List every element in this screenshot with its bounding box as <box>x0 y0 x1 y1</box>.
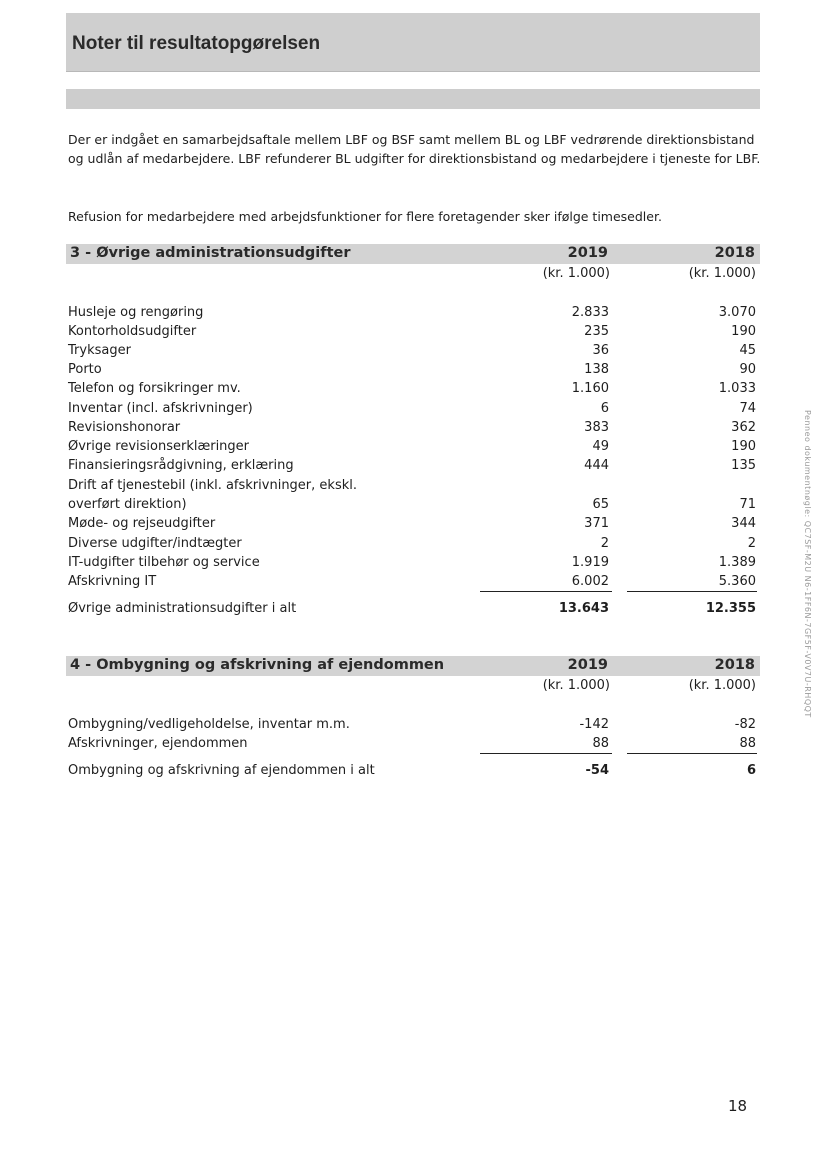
row-value-2018: 190 <box>731 324 756 339</box>
subtotal-line-2018 <box>627 591 757 592</box>
table-row <box>68 536 758 555</box>
row-label: Tryksager <box>68 343 131 358</box>
row-label: Telefon og forsikringer mv. <box>68 381 241 396</box>
row-label: Ombygning/vedligeholdelse, inventar m.m. <box>68 717 350 732</box>
row-value-2019: 1.919 <box>571 555 609 570</box>
row-label: Husleje og rengøring <box>68 305 204 320</box>
total-label: Ombygning og afskrivning af ejendommen i alt <box>68 763 375 778</box>
row-value-2018: 135 <box>731 458 756 473</box>
total-value-2019: 13.643 <box>558 601 609 616</box>
table-row <box>68 516 758 535</box>
row-label: Inventar (incl. afskrivninger) <box>68 401 253 416</box>
table-row <box>68 555 758 574</box>
row-label: Kontorholdsudgifter <box>68 324 197 339</box>
total-value-2019: -54 <box>585 763 609 778</box>
note3-unit-2018: (kr. 1.000) <box>688 266 756 281</box>
note3-year-2019: 2019 <box>567 245 608 261</box>
table-row <box>68 343 758 362</box>
subtotal-line-2019 <box>480 753 612 754</box>
row-value-2018: 74 <box>739 401 756 416</box>
row-value-2019: -142 <box>579 717 609 732</box>
table-row <box>68 381 758 400</box>
row-label: Afskrivninger, ejendommen <box>68 736 248 751</box>
note4-year-2019: 2019 <box>567 657 608 673</box>
note4-title: 4 - Ombygning og afskrivning af ejendommen <box>70 657 445 673</box>
row-value-2019: 2.833 <box>571 305 609 320</box>
intro-paragraph-1: Der er indgået en samarbejdsaftale mellem LBF og BSF samt mellem BL og LBF vedrørende direktionsbistand og udlån af medarbejdere. LBF refunderer BL udgifter for direktionsbistand og medarbejdere i tjeneste for LBF. <box>68 132 761 166</box>
table-row <box>68 717 758 736</box>
row-value-2018: 88 <box>739 736 756 751</box>
row-label: Finansieringsrådgivning, erklæring <box>68 458 294 473</box>
row-value-2018: 362 <box>731 420 756 435</box>
signature-stamp-text: Penneo dokumentnøgle: QC7SF-M2U N6-1FF6N-7GF5F-V0V7U-RHQQT <box>803 410 812 718</box>
row-label: Revisionshonorar <box>68 420 181 435</box>
row-value-2019: 88 <box>592 736 609 751</box>
subtotal-line-2019 <box>480 591 612 592</box>
note4-unit-2019: (kr. 1.000) <box>542 678 610 693</box>
row-value-2019: 371 <box>584 516 609 531</box>
row-value-2018: 1.389 <box>718 555 756 570</box>
row-value-2018: 90 <box>739 362 756 377</box>
row-label: Porto <box>68 362 102 377</box>
table-row <box>68 420 758 439</box>
row-value-2019: 1.160 <box>571 381 609 396</box>
row-value-2018: 3.070 <box>718 305 756 320</box>
row-value-2019: 65 <box>592 497 609 512</box>
table-row <box>68 478 758 497</box>
page-number: 18 <box>728 1097 748 1115</box>
note3-unit-2019: (kr. 1.000) <box>542 266 610 281</box>
row-value-2018: -82 <box>734 717 756 732</box>
note3-title: 3 - Øvrige administrationsudgifter <box>70 245 351 261</box>
row-value-2019: 235 <box>584 324 609 339</box>
table-row <box>68 458 758 477</box>
table-row <box>68 305 758 324</box>
row-value-2019: 444 <box>584 458 609 473</box>
note4-header <box>66 656 760 676</box>
note4-unit-2018: (kr. 1.000) <box>688 678 756 693</box>
table-row <box>68 439 758 458</box>
row-label: IT-udgifter tilbehør og service <box>68 555 260 570</box>
row-label: overført direktion) <box>68 497 187 512</box>
table-row <box>68 401 758 420</box>
page-header-bar <box>66 13 760 72</box>
row-value-2018: 5.360 <box>718 574 756 589</box>
row-value-2018: 2 <box>747 536 756 551</box>
table-row <box>68 497 758 516</box>
row-value-2019: 6.002 <box>571 574 609 589</box>
row-label: Afskrivning IT <box>68 574 157 589</box>
row-value-2019: 36 <box>592 343 609 358</box>
total-value-2018: 12.355 <box>705 601 756 616</box>
row-value-2019: 2 <box>600 536 609 551</box>
row-label: Øvrige revisionserklæringer <box>68 439 250 454</box>
page-title: Noter til resultatopgørelsen <box>72 33 321 54</box>
total-label: Øvrige administrationsudgifter i alt <box>68 601 297 616</box>
row-value-2018: 1.033 <box>718 381 756 396</box>
row-label: Møde- og rejseudgifter <box>68 516 216 531</box>
note4-total-row <box>68 763 758 782</box>
row-label: Diverse udgifter/indtægter <box>68 536 242 551</box>
row-label: Drift af tjenestebil (inkl. afskrivninger, ekskl. <box>68 478 357 493</box>
header-divider-bar <box>66 89 760 109</box>
row-value-2019: 49 <box>592 439 609 454</box>
row-value-2018: 190 <box>731 439 756 454</box>
row-value-2018: 71 <box>739 497 756 512</box>
note3-year-2018: 2018 <box>714 245 755 261</box>
note3-total-row <box>68 601 758 620</box>
table-row <box>68 324 758 343</box>
total-value-2018: 6 <box>746 763 756 778</box>
row-value-2018: 45 <box>739 343 756 358</box>
row-value-2019: 6 <box>600 401 609 416</box>
row-value-2018: 344 <box>731 516 756 531</box>
intro-paragraph-2: Refusion for medarbejdere med arbejdsfunktioner for flere foretagender sker ifølge timesedler. <box>68 209 662 224</box>
note4-year-2018: 2018 <box>714 657 755 673</box>
subtotal-line-2018 <box>627 753 757 754</box>
table-row <box>68 362 758 381</box>
row-value-2019: 383 <box>584 420 609 435</box>
note3-header <box>66 244 760 264</box>
row-value-2019: 138 <box>584 362 609 377</box>
